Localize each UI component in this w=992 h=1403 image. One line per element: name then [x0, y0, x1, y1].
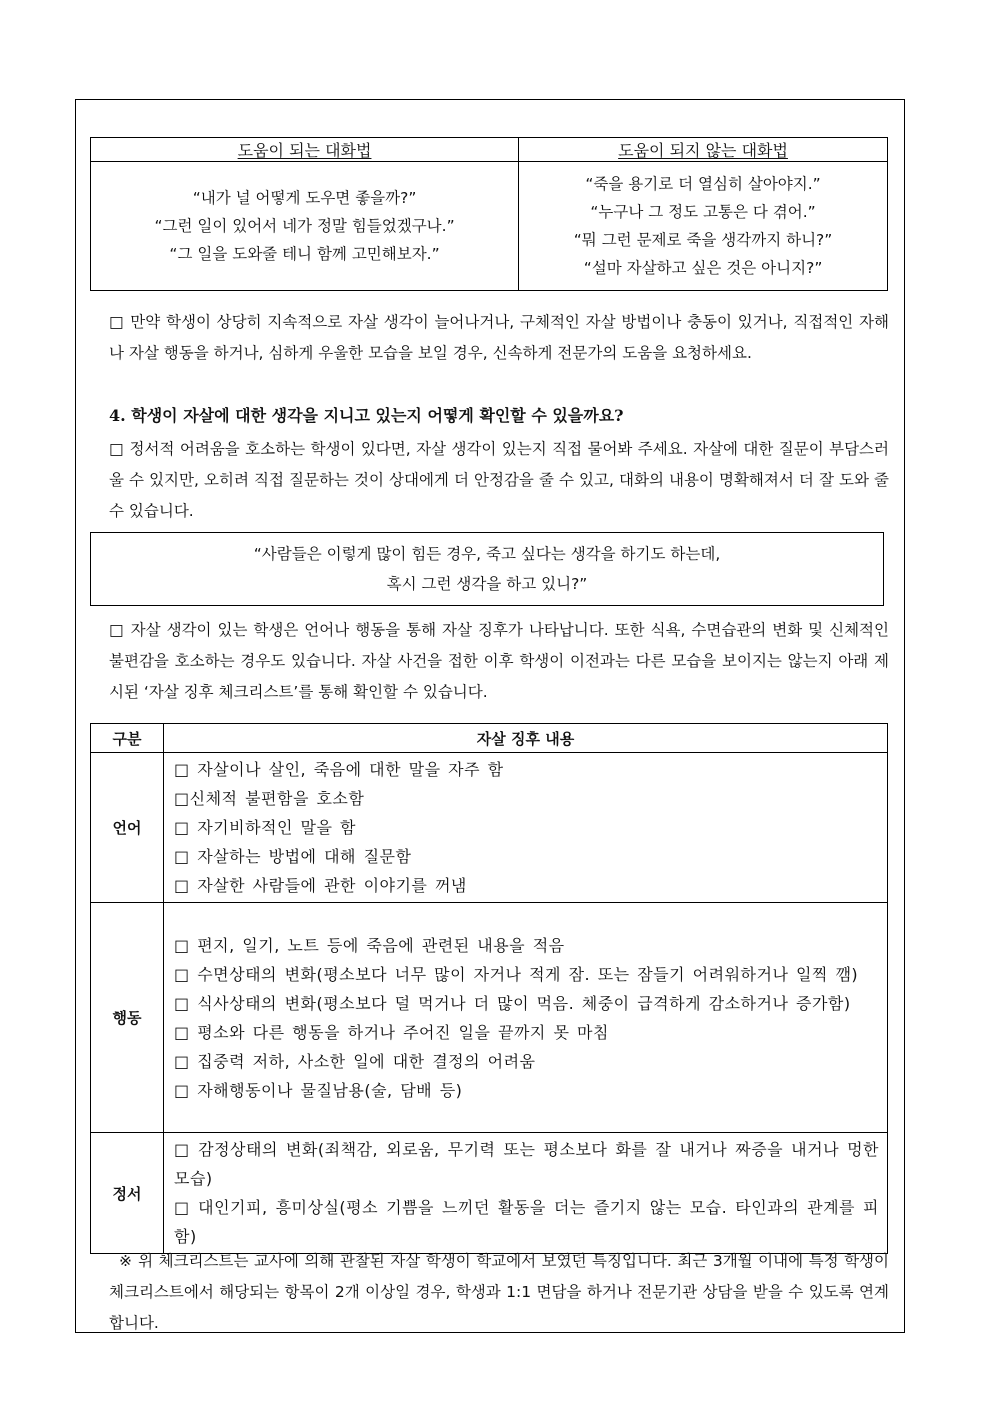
helpful-dialogue-header: 도움이 되는 대화법: [91, 138, 519, 162]
checklist-item: □신체적 불편함을 호소함: [174, 789, 365, 808]
unhelpful-example: “설마 자살하고 싶은 것은 아니지?”: [583, 259, 823, 277]
unhelpful-dialogue-header: 도움이 되지 않는 대화법: [519, 138, 888, 162]
helpful-example: “그 일을 도와줄 테니 함께 고민해보자.”: [169, 245, 440, 263]
checklist-item: □ 자기비하적인 말을 함: [174, 818, 356, 837]
checklist-item: □ 식사상태의 변화(평소보다 덜 먹거나 더 많이 먹음. 체중이 급격하게 감소하거나 증가함): [174, 993, 851, 1013]
category-behavior: 행동: [91, 903, 164, 1133]
example-question-box: [90, 532, 884, 606]
helpful-example: “그런 일이 있어서 네가 정말 힘들었겠구나.”: [154, 217, 455, 235]
checklist-item: □ 평소와 다른 행동을 하거나 주어진 일을 끝까지 못 마침: [174, 1022, 609, 1042]
checklist-item: □ 자살하는 방법에 대해 질문함: [174, 847, 412, 866]
dialogue-comparison-table: [90, 137, 888, 291]
unhelpful-example: “뭐 그런 문제로 죽을 생각까지 하니?”: [573, 231, 833, 249]
warning-signs-paragraph: □ 자살 생각이 있는 학생은 언어나 행동을 통해 자살 징후가 나타납니다. 또한 식욕, 수면습관의 변화 및 신체적인 불편감을 호소하는 경우도 있습니다. 자살 사건을 접한 이후 학생이 이전과는 다른 모습을 보이지는 않는지 아래 제시된 ‘자살 징후 체크리스트’를 통해 확인할 수 있습니다.: [109, 621, 889, 701]
suicide-signs-checklist: [90, 723, 888, 1254]
checklist-item: □ 수면상태의 변화(평소보다 너무 많이 자거나 적게 잠. 또는 잠들기 어려워하거나 일찍 깸): [174, 964, 859, 984]
category-emotion: 정서: [91, 1133, 164, 1254]
category-column-header: 구분: [91, 724, 164, 753]
expert-help-paragraph: □ 만약 학생이 상당히 지속적으로 자살 생각이 늘어나거나, 구체적인 자살 방법이나 충동이 있거나, 직접적인 자해나 자살 행동을 하거나, 심하게 우울한 모습을 보일 경우, 신속하게 전문가의 도움을 요청하세요.: [109, 313, 889, 362]
checklist-item: □ 편지, 일기, 노트 등에 죽음에 관련된 내용을 적음: [174, 935, 565, 955]
document-frame: [75, 99, 905, 1333]
checklist-item: □ 대인기피, 흥미상실(평소 기쁨을 느끼던 활동을 더는 즐기지 않는 모습. 타인과의 관계를 피함): [174, 1198, 879, 1246]
checklist-item: □ 자살한 사람들에 관한 이야기를 꺼냄: [174, 876, 467, 895]
checklist-item: □ 자살이나 살인, 죽음에 대한 말을 자주 함: [174, 760, 504, 779]
language-items: [164, 753, 888, 903]
example-question-line: 혹시 그런 생각을 하고 있니?”: [386, 575, 588, 593]
behavior-items: [164, 903, 888, 1133]
direct-question-paragraph: □ 정서적 어려움을 호소하는 학생이 있다면, 자살 생각이 있는지 직접 물어봐 주세요. 자살에 대한 질문이 부담스러울 수 있지만, 오히려 직접 질문하는 것이 상대에게 더 안정감을 줄 수 있고, 대화의 내용이 명확해져서 더 잘 도와 줄 수 있습니다.: [109, 440, 889, 520]
checklist-item: □ 자해행동이나 물질남용(술, 담배 등): [174, 1080, 463, 1100]
content-column-header: 자살 징후 내용: [164, 724, 888, 753]
section-4-heading: 4. 학생이 자살에 대한 생각을 지니고 있는지 어떻게 확인할 수 있을까요?: [109, 406, 624, 425]
helpful-dialogue-cell: [91, 162, 519, 291]
unhelpful-example: “죽을 용기로 더 열심히 살아야지.”: [585, 175, 821, 193]
helpful-example: “내가 널 어떻게 도우면 좋을까?”: [192, 189, 417, 207]
checklist-item: □ 집중력 저하, 사소한 일에 대한 결정의 어려움: [174, 1051, 536, 1071]
unhelpful-example: “누구나 그 정도 고통은 다 겪어.”: [590, 203, 816, 221]
checklist-footnote: ※ 위 체크리스트는 교사에 의해 관찰된 자살 학생이 학교에서 보였던 특징입니다. 최근 3개월 이내에 특정 학생이 체크리스트에서 해당되는 항목이 2개 이상일 경우, 학생과 1:1 면담을 하거나 전문기관 상담을 받을 수 있도록 연계합니다.: [109, 1252, 889, 1332]
checklist-item: □ 감정상태의 변화(죄책감, 외로움, 무기력 또는 평소보다 화를 잘 내거나 짜증을 내거나 멍한 모습): [174, 1140, 879, 1188]
unhelpful-dialogue-cell: [519, 162, 888, 291]
emotion-items: [164, 1133, 888, 1254]
example-question-line: “사람들은 이렇게 많이 힘든 경우, 죽고 싶다는 생각을 하기도 하는데,: [253, 545, 721, 563]
category-language: 언어: [91, 753, 164, 903]
